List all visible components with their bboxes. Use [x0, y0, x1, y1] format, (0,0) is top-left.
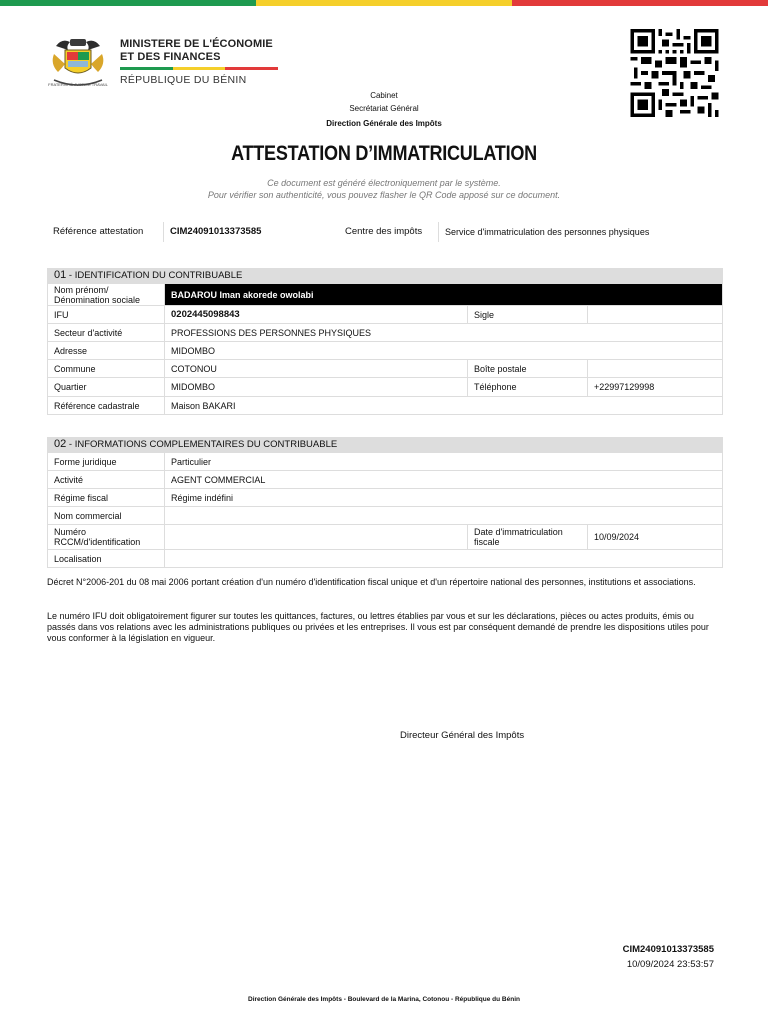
name-label: [48, 284, 164, 305]
sector-label: Secteur d'activité: [54, 327, 123, 338]
trade-name-value: [164, 507, 722, 524]
ministry-name-line2: ET DES FINANCES: [120, 51, 221, 63]
footer-address: Direction Générale des Impôts - Boulevard de la Marina, Cotonou - République du Bénin: [248, 996, 520, 1003]
cadastral-value: Maison BAKARI: [164, 397, 722, 414]
sector-value: PROFESSIONS DES PERSONNES PHYSIQUES: [164, 324, 722, 341]
location-label: Localisation: [54, 553, 102, 564]
table-row: [48, 488, 722, 506]
name-label-line1: Nom prénom/: [54, 284, 109, 295]
registration-date-value: 10/09/2024: [587, 525, 722, 549]
secretariat-label: Secrétariat Général: [349, 104, 419, 113]
name-label-line2: Dénomination sociale: [54, 294, 141, 305]
legal-form-value: Particulier: [164, 453, 722, 470]
tax-regime-value: Régime indéfini: [164, 489, 722, 506]
ministry-name-line1: MINISTERE DE L'ÉCONOMIE: [120, 38, 273, 50]
signature-title: Directeur Général des Impôts: [400, 730, 525, 741]
name-value: BADAROU Iman akorede owolabi: [164, 284, 722, 305]
sigle-value: [587, 306, 722, 323]
reference-value: CIM24091013373585: [170, 226, 262, 237]
section-header: [48, 268, 722, 283]
po-box-value: [587, 360, 722, 377]
rccm-label-line2: RCCM/d'identification: [54, 537, 141, 547]
benin-coat-of-arms-icon: [48, 34, 108, 92]
direction-label: Direction Générale des Impôts: [326, 119, 442, 128]
table-row: [48, 305, 722, 323]
flag-yellow: [256, 0, 512, 6]
cabinet-label: Cabinet: [370, 91, 398, 100]
section-identification: [47, 268, 723, 415]
section-title: - INFORMATIONS COMPLEMENTAIRES DU CONTRIBUABLE: [66, 439, 338, 450]
flag-red: [512, 0, 768, 6]
section-complementary-info: [47, 437, 723, 568]
activity-label: Activité: [54, 474, 84, 485]
table-row: [48, 506, 722, 524]
divider: [163, 222, 164, 242]
district-value: MIDOMBO: [164, 378, 467, 396]
ifu-label: IFU: [54, 309, 69, 320]
trade-name-label: Nom commercial: [54, 510, 122, 521]
table-row: [48, 452, 722, 470]
tax-regime-label: Régime fiscal: [54, 492, 109, 503]
verify-note: Pour vérifier son authenticité, vous pouvez flasher le QR Code apposé sur ce document.: [207, 190, 561, 200]
address-value: MIDOMBO: [164, 342, 722, 359]
location-value: [164, 550, 722, 567]
sigle-label: Sigle: [467, 306, 587, 323]
table-row: [48, 359, 722, 377]
svg-text:FRATERNITÉ JUSTICE TRAVAIL: FRATERNITÉ JUSTICE TRAVAIL: [48, 82, 108, 87]
phone-label: Téléphone: [467, 378, 587, 396]
ifu-value: 0202445098843: [164, 306, 467, 323]
table-row: [48, 283, 722, 305]
tax-centre-value: Service d'immatriculation des personnes physiques: [445, 227, 650, 237]
tax-centre-label: Centre des impôts: [345, 226, 423, 237]
table-row: [48, 470, 722, 488]
reference-label: Référence attestation: [53, 226, 144, 237]
flag-stripe: [0, 0, 768, 6]
district-label: Quartier: [54, 382, 87, 392]
table-row: [48, 323, 722, 341]
document-title: ATTESTATION D’IMMATRICULATION: [231, 142, 537, 165]
table-row: [48, 396, 722, 414]
registration-date-label-line2: fiscale: [474, 537, 500, 547]
activity-value: AGENT COMMERCIAL: [164, 471, 722, 488]
divider: [438, 222, 439, 242]
phone-value: +22997129998: [587, 378, 722, 396]
table-row: [48, 341, 722, 359]
registration-date-label: [467, 525, 587, 549]
rccm-label: [48, 525, 164, 549]
ifu-notice-paragraph: Le numéro IFU doit obligatoirement figurer sur toutes les quittances, factures, ou lettres établies par vous et sur les déclarations, pièces ou actes produits, émis ou passés dans vos relations avec les administrations publiques ou privées et les entreprises. Il vous est par conséquent demandé de prendre les dispositions utiles pour vous conformer à la législation en vigueur.: [47, 611, 709, 643]
legal-form-label: Forme juridique: [54, 456, 117, 467]
section-number: 01: [54, 269, 67, 281]
cadastral-label: Référence cadastrale: [54, 400, 140, 411]
generated-note: Ce document est généré électroniquement par le système.: [267, 178, 501, 188]
table-row: [48, 377, 722, 396]
ministry-color-rule: [120, 67, 278, 70]
po-box-label: Boîte postale: [467, 360, 587, 377]
republic-label: RÉPUBLIQUE DU BÉNIN: [120, 74, 247, 86]
footer-datetime: 10/09/2024 23:53:57: [626, 959, 714, 970]
registration-date-label-line1: Date d'immatriculation: [474, 527, 563, 537]
table-row: [48, 549, 722, 567]
section-header: [48, 437, 722, 452]
section-number: 02: [54, 438, 67, 450]
commune-value: COTONOU: [164, 360, 467, 377]
flag-green: [0, 0, 256, 6]
section-title: - IDENTIFICATION DU CONTRIBUABLE: [66, 270, 243, 281]
footer-reference: CIM24091013373585: [622, 944, 714, 955]
address-label: Adresse: [54, 345, 88, 356]
ministry-block: [120, 38, 280, 86]
commune-label: Commune: [54, 363, 96, 374]
decree-paragraph: Décret N°2006-201 du 08 mai 2006 portant création d'un numéro d'identification fiscal unique et d'un répertoire national des personnes, institutions et associations.: [47, 577, 696, 587]
rccm-value: [164, 525, 467, 549]
rccm-label-line1: Numéro: [54, 527, 87, 537]
table-row: [48, 524, 722, 549]
reference-row: [47, 222, 721, 242]
